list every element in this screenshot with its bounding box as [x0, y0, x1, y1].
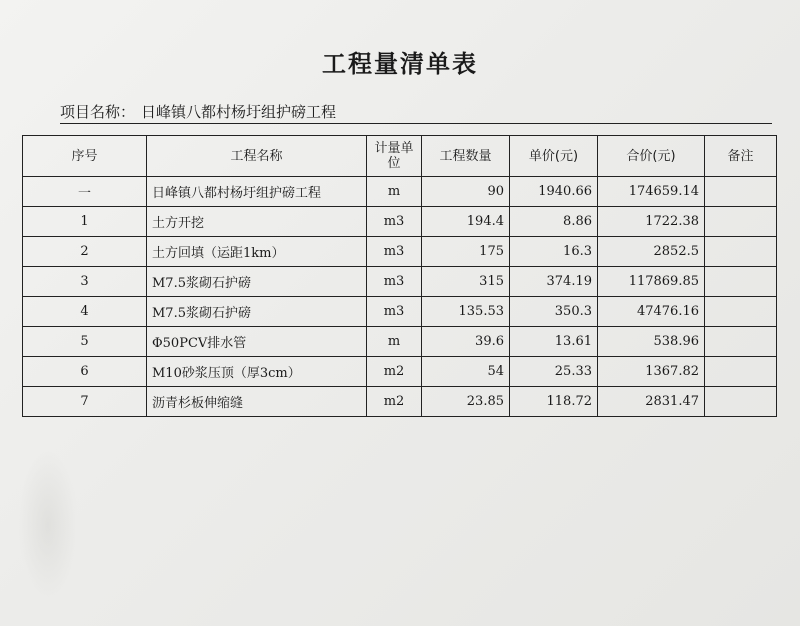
cell-unit-price: 350.3 [510, 297, 598, 327]
cell-total: 47476.16 [598, 297, 705, 327]
cell-seq: 6 [23, 357, 147, 387]
cell-name: M10砂浆压顶（厚3cm） [147, 357, 367, 387]
header-unit: 计量单位 [367, 136, 422, 177]
faded-stamp-mark [18, 450, 78, 600]
project-line [60, 101, 772, 124]
cell-quantity: 175 [422, 237, 510, 267]
cell-unit: m3 [367, 207, 422, 237]
table-row [23, 297, 777, 327]
cell-note [705, 207, 777, 237]
cell-total: 2852.5 [598, 237, 705, 267]
cell-seq: 4 [23, 297, 147, 327]
cell-quantity: 90 [422, 177, 510, 207]
cell-seq: 7 [23, 387, 147, 417]
cell-seq: 1 [23, 207, 147, 237]
cell-seq: 5 [23, 327, 147, 357]
table-row [23, 387, 777, 417]
table-header-row [23, 136, 777, 177]
project-label: 项目名称： [60, 103, 136, 121]
cell-quantity: 39.6 [422, 327, 510, 357]
cell-unit: m3 [367, 267, 422, 297]
cell-unit-price: 374.19 [510, 267, 598, 297]
cell-unit: m3 [367, 237, 422, 267]
cell-unit-price: 8.86 [510, 207, 598, 237]
cell-quantity: 315 [422, 267, 510, 297]
header-note: 备注 [705, 136, 777, 177]
cell-quantity: 194.4 [422, 207, 510, 237]
cell-unit-price: 1940.66 [510, 177, 598, 207]
table-row [23, 267, 777, 297]
cell-note [705, 177, 777, 207]
table-row [23, 357, 777, 387]
cell-unit: m [367, 327, 422, 357]
cell-unit: m3 [367, 297, 422, 327]
project-name: 日峰镇八都村杨圩组护磅工程 [141, 103, 337, 121]
cell-note [705, 267, 777, 297]
cell-name: 沥青杉板伸缩缝 [147, 387, 367, 417]
cell-name: M7.5浆砌石护磅 [147, 297, 367, 327]
cell-total: 1722.38 [598, 207, 705, 237]
cell-name: 土方开挖 [147, 207, 367, 237]
cell-name: 土方回填（运距1km） [147, 237, 367, 267]
cell-unit-price: 25.33 [510, 357, 598, 387]
table-row [23, 207, 777, 237]
table-row [23, 237, 777, 267]
page-title: 工程量清单表 [322, 50, 478, 78]
header-total: 合价(元) [598, 136, 705, 177]
cell-seq: 3 [23, 267, 147, 297]
table-body [23, 177, 777, 417]
cell-quantity: 135.53 [422, 297, 510, 327]
cell-name: Φ50PCV排水管 [147, 327, 367, 357]
cell-total: 2831.47 [598, 387, 705, 417]
cell-total: 538.96 [598, 327, 705, 357]
header-seq: 序号 [23, 136, 147, 177]
cell-total: 174659.14 [598, 177, 705, 207]
cell-unit-price: 118.72 [510, 387, 598, 417]
cell-unit: m2 [367, 387, 422, 417]
header-name: 工程名称 [147, 136, 367, 177]
cell-seq: 一 [23, 177, 147, 207]
cell-unit: m [367, 177, 422, 207]
cell-unit-price: 13.61 [510, 327, 598, 357]
cell-note [705, 237, 777, 267]
cell-unit-price: 16.3 [510, 237, 598, 267]
cell-seq: 2 [23, 237, 147, 267]
header-unit-price: 单价(元) [510, 136, 598, 177]
table-row [23, 177, 777, 207]
cell-name: 日峰镇八都村杨圩组护磅工程 [147, 177, 367, 207]
cell-unit: m2 [367, 357, 422, 387]
header-quantity: 工程数量 [422, 136, 510, 177]
cell-note [705, 357, 777, 387]
bill-of-quantities-table [22, 135, 777, 417]
cell-name: M7.5浆砌石护磅 [147, 267, 367, 297]
cell-total: 1367.82 [598, 357, 705, 387]
cell-total: 117869.85 [598, 267, 705, 297]
cell-note [705, 387, 777, 417]
cell-note [705, 297, 777, 327]
cell-quantity: 54 [422, 357, 510, 387]
table-row [23, 327, 777, 357]
cell-quantity: 23.85 [422, 387, 510, 417]
cell-note [705, 327, 777, 357]
